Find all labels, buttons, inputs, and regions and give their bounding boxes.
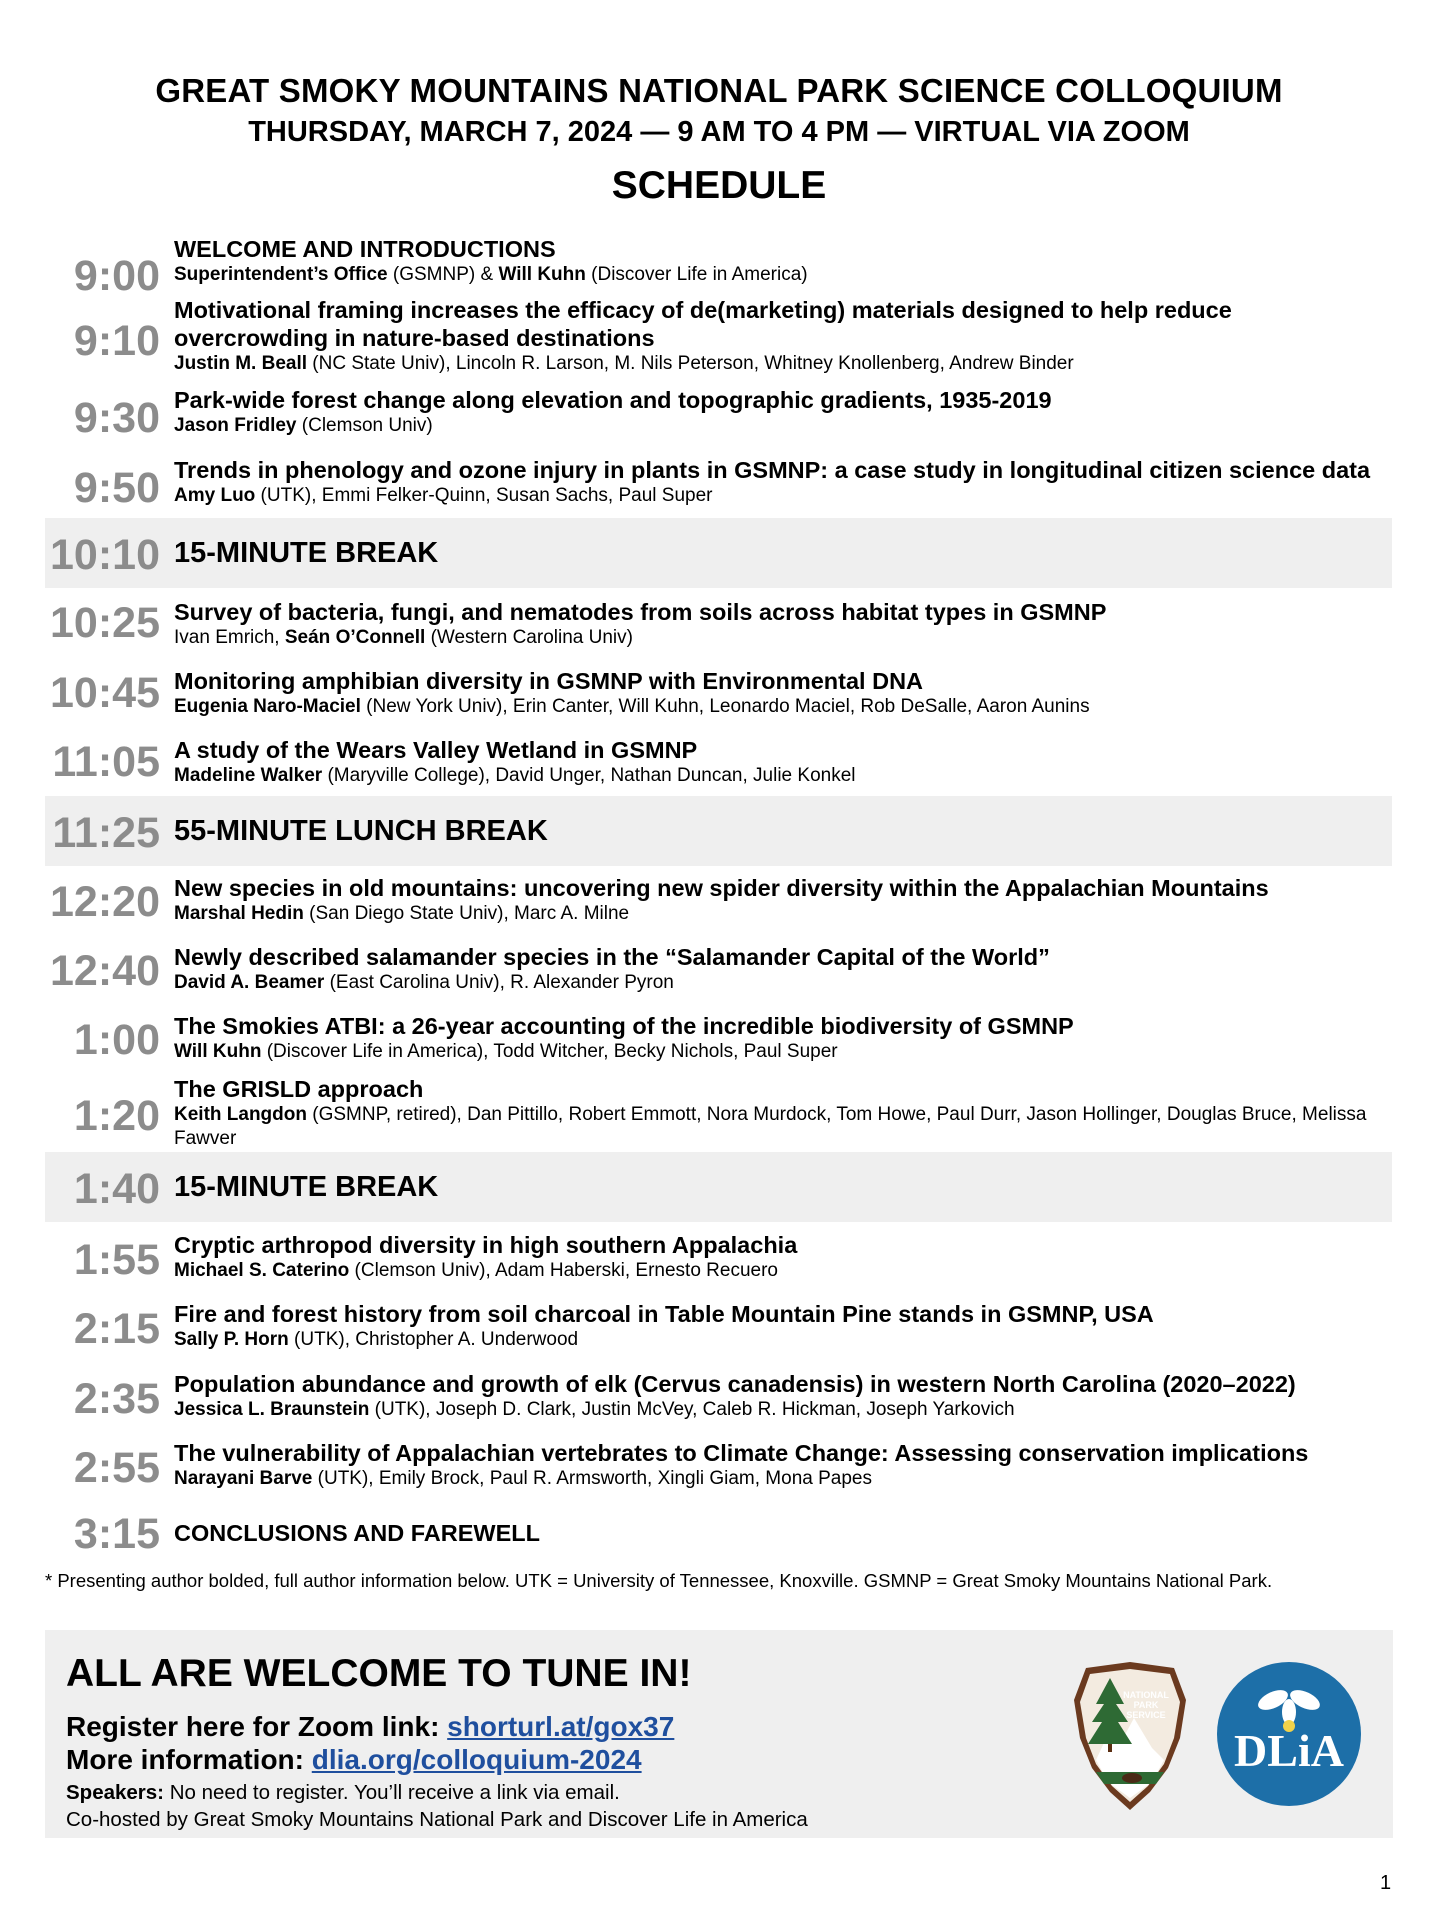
break-time: 11:25 (52, 809, 160, 857)
session-authors: Madeline Walker (Maryville College), David Unger, Nathan Duncan, Julie Konkel (174, 765, 856, 786)
break-row (45, 796, 1392, 866)
info-link[interactable]: dlia.org/colloquium-2024 (311, 1744, 642, 1775)
session-authors: Will Kuhn (Discover Life in America), Todd Witcher, Becky Nichols, Paul Super (174, 1041, 838, 1062)
speakers-note: Speakers: No need to register. You’ll receive a link via email. (66, 1781, 620, 1804)
break-title: 15-MINUTE BREAK (174, 537, 439, 569)
schedule-item (45, 1012, 1392, 1072)
session-time: 1:55 (73, 1236, 160, 1284)
promo-box (45, 1630, 1393, 1838)
session-title: Newly described salamander species in the “Salamander Capital of the World” (174, 944, 1050, 970)
session-title: WELCOME AND INTRODUCTIONS (174, 236, 556, 262)
event-date-line: THURSDAY, MARCH 7, 2024 — 9 AM TO 4 PM — VIRTUAL VIA ZOOM (248, 116, 1190, 148)
schedule-item (45, 1510, 1392, 1560)
break-title: 15-MINUTE BREAK (174, 1171, 439, 1203)
session-authors: Eugenia Naro-Maciel (New York Univ), Erin Canter, Will Kuhn, Leonardo Maciel, Rob DeSalle, Aaron Aunins (174, 696, 1090, 717)
break-time: 1:40 (73, 1165, 160, 1213)
cohost-note: Co-hosted by Great Smoky Mountains National Park and Discover Life in America (66, 1808, 808, 1831)
session-authors: Keith Langdon (GSMNP, retired), Dan Pittillo, Robert Emmott, Nora Murdock, Tom Howe, Paul Durr, Jason Hollinger, Douglas Bruce, Melissa Fawver (174, 1104, 1367, 1149)
session-authors: Ivan Emrich, Seán O’Connell (Western Carolina Univ) (174, 627, 633, 648)
register-line: Register here for Zoom link: shorturl.at/gox37 (66, 1711, 675, 1742)
schedule-heading: SCHEDULE (611, 164, 827, 207)
break-time: 10:10 (50, 531, 160, 579)
break-title: 55-MINUTE LUNCH BREAK (174, 815, 548, 847)
schedule-item (45, 233, 1392, 300)
session-time: 2:15 (73, 1305, 160, 1353)
session-authors: David A. Beamer (East Carolina Univ), R. Alexander Pyron (174, 972, 674, 993)
session-time: 12:40 (50, 947, 160, 995)
schedule-item (45, 1075, 1392, 1151)
session-authors: Sally P. Horn (UTK), Christopher A. Underwood (174, 1329, 579, 1350)
schedule-item (45, 1370, 1392, 1430)
session-title: The GRISLD approach (174, 1076, 424, 1102)
nps-arrowhead-logo (1072, 1660, 1188, 1812)
break-row (45, 518, 1392, 588)
session-authors: Jason Fridley (Clemson Univ) (174, 415, 433, 436)
schedule-item (45, 943, 1392, 1003)
schedule-item (45, 455, 1392, 515)
session-authors: Justin M. Beall (NC State Univ), Lincoln R. Larson, M. Nils Peterson, Whitney Knollenberg, Andrew Binder (174, 353, 1074, 374)
session-time: 2:55 (73, 1444, 160, 1492)
schedule-item (45, 295, 1392, 380)
session-title: Cryptic arthropod diversity in high southern Appalachia (174, 1232, 798, 1258)
session-time: 3:15 (73, 1510, 160, 1558)
schedule-item (45, 1300, 1392, 1360)
promo-headline: ALL ARE WELCOME TO TUNE IN! (66, 1652, 692, 1695)
session-title: Trends in phenology and ozone injury in plants in GSMNP: a case study in longitudinal citizen science data (174, 457, 1371, 483)
session-title: A study of the Wears Valley Wetland in GSMNP (174, 737, 698, 763)
page-number: 1 (1380, 1872, 1392, 1894)
session-time: 10:45 (50, 669, 160, 717)
session-authors: Jessica L. Braunstein (UTK), Joseph D. Clark, Justin McVey, Caleb R. Hickman, Joseph Yarkovich (174, 1399, 1015, 1420)
info-line: More information: dlia.org/colloquium-2024 (66, 1744, 642, 1775)
session-title: Survey of bacteria, fungi, and nematodes from soils across habitat types in GSMNP (174, 599, 1107, 625)
session-time: 11:05 (52, 738, 160, 786)
schedule-item (45, 667, 1392, 727)
session-time: 9:00 (73, 252, 160, 300)
footnote: * Presenting author bolded, full author information below. UTK = University of Tennessee, Knoxville. GSMNP = Great Smoky Mountains National Park. (45, 1570, 1273, 1591)
session-time: 1:20 (73, 1092, 160, 1140)
session-title: The Smokies ATBI: a 26-year accounting of the incredible biodiversity of GSMNP (174, 1013, 1074, 1039)
session-title: CONCLUSIONS AND FAREWELL (174, 1520, 540, 1546)
session-title: Park-wide forest change along elevation and topographic gradients, 1935-2019 (174, 387, 1052, 413)
session-title: Population abundance and growth of elk (Cervus canadensis) in western North Carolina (2020–2022) (174, 1371, 1296, 1397)
session-authors: Marshal Hedin (San Diego State Univ), Marc A. Milne (174, 903, 630, 924)
schedule-item (45, 386, 1392, 446)
session-title: Fire and forest history from soil charcoal in Table Mountain Pine stands in GSMNP, USA (174, 1301, 1154, 1327)
session-time: 12:20 (50, 878, 160, 926)
svg-text:DLiA: DLiA (1234, 1725, 1344, 1776)
dlia-firefly-logo (1215, 1660, 1363, 1808)
schedule-item (45, 874, 1392, 934)
session-title: New species in old mountains: uncovering new spider diversity within the Appalachian Mountains (174, 875, 1269, 901)
schedule-item (45, 736, 1392, 796)
session-title: The vulnerability of Appalachian vertebrates to Climate Change: Assessing conservation implications (174, 1440, 1309, 1466)
session-time: 10:25 (50, 599, 160, 647)
session-time: 9:50 (73, 464, 160, 512)
session-title: Motivational framing increases the efficacy of de(marketing) materials designed to help reduce overcrowding in nature-based destinations (174, 297, 1232, 351)
session-title: Monitoring amphibian diversity in GSMNP with Environmental DNA (174, 668, 924, 694)
session-time: 2:35 (73, 1375, 160, 1423)
schedule-item (45, 598, 1392, 658)
svg-text:SERVICE: SERVICE (1126, 1710, 1166, 1720)
break-row (45, 1152, 1392, 1222)
session-time: 9:30 (73, 394, 160, 442)
session-time: 1:00 (73, 1016, 160, 1064)
session-authors: Amy Luo (UTK), Emmi Felker-Quinn, Susan Sachs, Paul Super (174, 485, 713, 506)
page-title: GREAT SMOKY MOUNTAINS NATIONAL PARK SCIENCE COLLOQUIUM (155, 72, 1283, 109)
schedule-item (45, 1439, 1392, 1499)
session-authors: Michael S. Caterino (Clemson Univ), Adam Haberski, Ernesto Recuero (174, 1260, 778, 1281)
svg-text:NATIONAL: NATIONAL (1123, 1690, 1169, 1700)
session-time: 9:10 (73, 317, 160, 365)
session-authors: Superintendent’s Office (GSMNP) & Will Kuhn (Discover Life in America) (174, 264, 808, 285)
register-link[interactable]: shorturl.at/gox37 (447, 1711, 675, 1742)
svg-text:PARK: PARK (1133, 1700, 1159, 1710)
schedule-item (45, 1231, 1392, 1291)
session-authors: Narayani Barve (UTK), Emily Brock, Paul R. Armsworth, Xingli Giam, Mona Papes (174, 1468, 872, 1489)
